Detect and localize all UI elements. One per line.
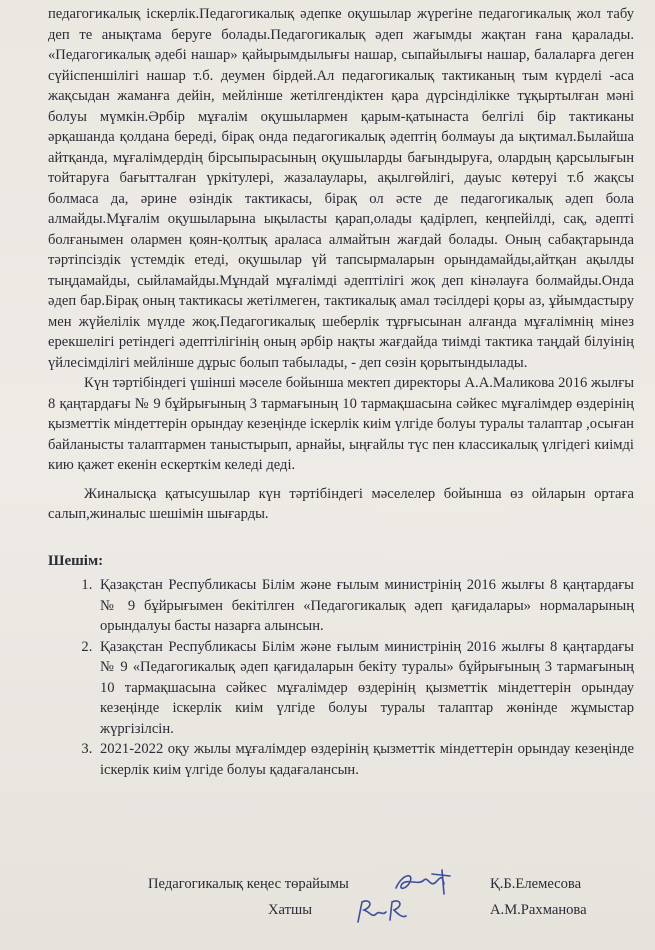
body-paragraph-1: педагогикалық іскерлік.Педагогикалық әдепке оқушылар жүрегіне педагогикалық жол табу деп те анықтама беруге болады.Педагогикалық әдеп жағымды жақтан ғана қаралады. «Педагогикалық әдебі нашар» қайырымдылығы нашар, сыпайылығы нашар, балаларға деген сүйіспеншілігі нашар т.б. деумен бірдей.Ал педагогикалық тактиканың тым күрделі -аса жақсыдан жаманға дейін, мейлінше жетілгендіктен қара дүрсінділікке тұқыртылған мәні болуы мүмкін.Әрбір мұғалім оқушылармен қарым-қатынаста белгілі бір тактиканы әрқашанда қолдана береді, бірақ онда педагогикалық әдептің болмауы да ықтимал.Былайша айтқанда, мұғалімдердің бірсыпырасының оқушыларды бағындыруға, олардың қарсылығын тойтаруға бағытталған үркітулері, жазалаулары, ақылгөйлігі, дауыс көтеруі т.б жақсы болмаса да, әрине өзіндік тактикасы, бірақ ол әсте де педагогикалық әдеп бола алмайды.Мұғалім оқушыларына ықыласты қарап,олады қадірлеп, кеңпейілді, сақ, әдепті болғанымен олармен қоян-қолтық араласа алмайтын жағдай болады. Оның сабақтарында тәртіпсіздік үстемдік етеді, оқушылар үй тапсырмаларын орындамайды,айтқан ақылды тыңдамайды, сыйламайды.Мұндай мұғалімді әдептілігі жоқ деп кінәлауға болмайды.Онда әдеп бар.Бірақ оның тактикасы жетілмеген, тактикалық амал тәсілдері қоры аз, ұйымдастыру мен жүйелілік мүлде жоқ.Педагогикалық шеберлік тұрғысынан алғанда мұғалімнің мінез ерекшелігі ретіндегі әдептілігінің оның әрбір нақты жағдайда тиімді тактика таңдай білуінің үйлесімділігі мейлінше дұрыс болып табылады, - деп сөзін қорытындылады. xyxy=(48,6,634,371)
decision-list xyxy=(48,575,634,780)
body-paragraph-3: Жиналысқа қатысушылар күн тәртібіндегі мәселелер бойынша өз ойларын ортаға салып,жиналыс шешімін шығарды. xyxy=(48,485,634,522)
secretary-signature xyxy=(352,896,412,928)
chair-signature xyxy=(392,868,462,898)
decision-item-2: 2. Қазақстан Республикасы Білім және ғылым министрінің 2016 жылғы 8 қаңтардағы № 9 «Педагогикалық әдеп қағидаларын бекіту туралы» бұйрығының 3 тармағының 10 тармақшасына сәйкес мұғалімдер өздерінің қызметтік міндеттерін орындау кезеңінде іскерлік киім үлгіде болуы туралы талаптар жөнінде жұмыстар жүргізілсін. xyxy=(96,637,634,740)
document-body xyxy=(48,4,634,780)
secretary-label: Хатшы xyxy=(268,902,313,918)
signature-block xyxy=(0,876,655,936)
decision-heading: Шешім: xyxy=(48,552,104,569)
chair-label: Педагогикалық кеңес төрайымы xyxy=(148,876,349,892)
secretary-name: А.М.Рахманова xyxy=(490,902,587,918)
body-paragraph-2: Күн тәртібіндегі үшінші мәселе бойынша мектеп директоры А.А.Маликова 2016 жылғы 8 қаңтардағы № 9 бұйрығының 3 тармағының 10 тармақшасына сәйкес мұғалімдер өздерінің қызметтік міндеттерін орындау кезеңінде іскерлік киім үлгіде болуы туралы талаптар ,осыған байланысты талаптармен таныстырып, арнайы, ыңғайлы түс пен классикалық үлгідегі киімді кию қажет екенін ескерткім келеді деді. xyxy=(48,375,634,473)
decision-item-1: 1. Қазақстан Республикасы Білім және ғылым министрінің 2016 жылғы 8 қаңтардағы № 9 бұйрығымен бекітілген «Педагогикалық әдеп қағидалары» нормаларының орындалуы басты назарға алынсын. xyxy=(96,575,634,637)
decision-item-3: 3. 2021-2022 оқу жылы мұғалімдер өздерінің қызметтік міндеттерін орындау кезеңінде іскерлік киім үлгіде болуы қадағалансын. xyxy=(96,739,634,780)
chair-name: Қ.Б.Елемесова xyxy=(490,876,582,892)
